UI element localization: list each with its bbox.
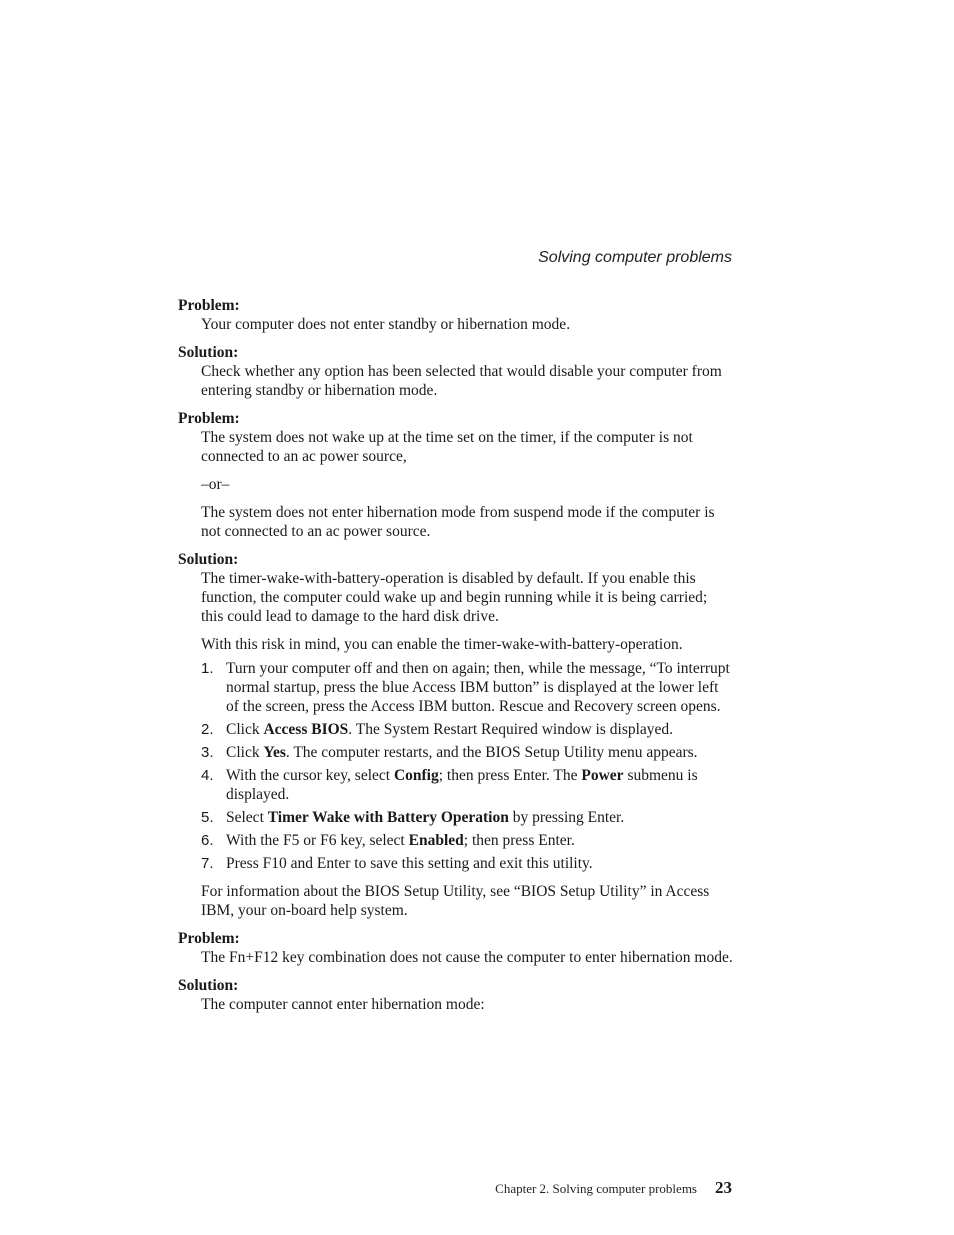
- step-text: Turn your computer off and then on again; then, while the message, “To interrupt normal startup, press the blue Access IBM button” is displayed at the lower left of the screen, press the Access IBM button. Rescue and Recovery screen opens.: [226, 660, 730, 715]
- step-number: 2.: [201, 721, 214, 738]
- step-item: [201, 743, 733, 762]
- or-separator: –or–: [201, 476, 230, 493]
- problem-text: Your computer does not enter standby or hibernation mode.: [201, 316, 571, 333]
- step-text: submenu is displayed.: [226, 767, 698, 803]
- step-item: [201, 720, 733, 739]
- step-text: Press F10 and Enter to save this setting and exit this utility.: [226, 855, 593, 872]
- step-text: . The System Restart Required window is displayed.: [348, 721, 674, 738]
- solution-text: Check whether any option has been selected that would disable your computer from entering standby or hibernation mode.: [201, 363, 722, 399]
- problem-text: The system does not enter hibernation mode from suspend mode if the computer is not connected to an ac power source.: [201, 504, 715, 540]
- step-text: Click: [226, 744, 264, 761]
- solution-label: Solution:: [178, 344, 239, 361]
- solution-description: [201, 362, 733, 400]
- step-emphasis: Timer Wake with Battery Operation: [267, 809, 509, 826]
- solution-text: The timer-wake-with-battery-operation is disabled by default. If you enable this function, the computer could wake up and begin running while it is being carried; this could lead to damage to the hard disk drive.: [201, 570, 708, 625]
- solution-description: [201, 995, 733, 1014]
- page-footer: [495, 1178, 732, 1198]
- problem-label: Problem:: [178, 930, 240, 947]
- steps-list: [201, 659, 733, 873]
- step-text: With the cursor key, select: [226, 767, 394, 784]
- step-text: Click: [226, 721, 264, 738]
- solution-label: Solution:: [178, 551, 239, 568]
- problem-text: The system does not wake up at the time set on the timer, if the computer is not connected to an ac power source,: [201, 429, 693, 465]
- step-number: 1.: [201, 660, 214, 677]
- step-number: 6.: [201, 832, 214, 849]
- step-number: 4.: [201, 767, 214, 784]
- problem-label: Problem:: [178, 297, 240, 314]
- step-number: 7.: [201, 855, 214, 872]
- step-emphasis: Config: [393, 767, 439, 784]
- step-text: Select: [226, 809, 268, 826]
- problem-description: [201, 948, 733, 967]
- solution-text: For information about the BIOS Setup Utility, see “BIOS Setup Utility” in Access IBM, your on-board help system.: [201, 883, 710, 919]
- step-emphasis: Access BIOS: [263, 721, 349, 738]
- step-item: [201, 831, 733, 850]
- problem-text: The Fn+F12 key combination does not cause the computer to enter hibernation mode.: [201, 949, 733, 966]
- step-item: [201, 808, 733, 827]
- step-emphasis: Power: [581, 767, 624, 784]
- document-body: [178, 296, 733, 1014]
- step-number: 3.: [201, 744, 214, 761]
- solution-label: Solution:: [178, 977, 239, 994]
- page-number: 23: [715, 1178, 732, 1197]
- solution-text: With this risk in mind, you can enable the timer-wake-with-battery-operation.: [201, 636, 683, 653]
- step-item: [201, 659, 733, 716]
- step-text: With the F5 or F6 key, select: [226, 832, 409, 849]
- step-item: [201, 766, 733, 804]
- step-number: 5.: [201, 809, 214, 826]
- step-text: ; then press Enter.: [463, 832, 575, 849]
- footer-chapter: Chapter 2. Solving computer problems: [495, 1181, 697, 1196]
- step-emphasis: Yes: [263, 744, 286, 761]
- step-text: by pressing Enter.: [508, 809, 625, 826]
- running-header: Solving computer problems: [538, 249, 732, 266]
- solution-text: The computer cannot enter hibernation mode:: [201, 996, 485, 1013]
- step-emphasis: Enabled: [408, 832, 464, 849]
- step-item: [201, 854, 733, 873]
- step-text: ; then press Enter. The: [438, 767, 582, 784]
- problem-description: [201, 428, 733, 541]
- problem-label: Problem:: [178, 410, 240, 427]
- step-text: . The computer restarts, and the BIOS Setup Utility menu appears.: [285, 744, 698, 761]
- solution-description: [201, 569, 733, 920]
- problem-description: [201, 315, 733, 334]
